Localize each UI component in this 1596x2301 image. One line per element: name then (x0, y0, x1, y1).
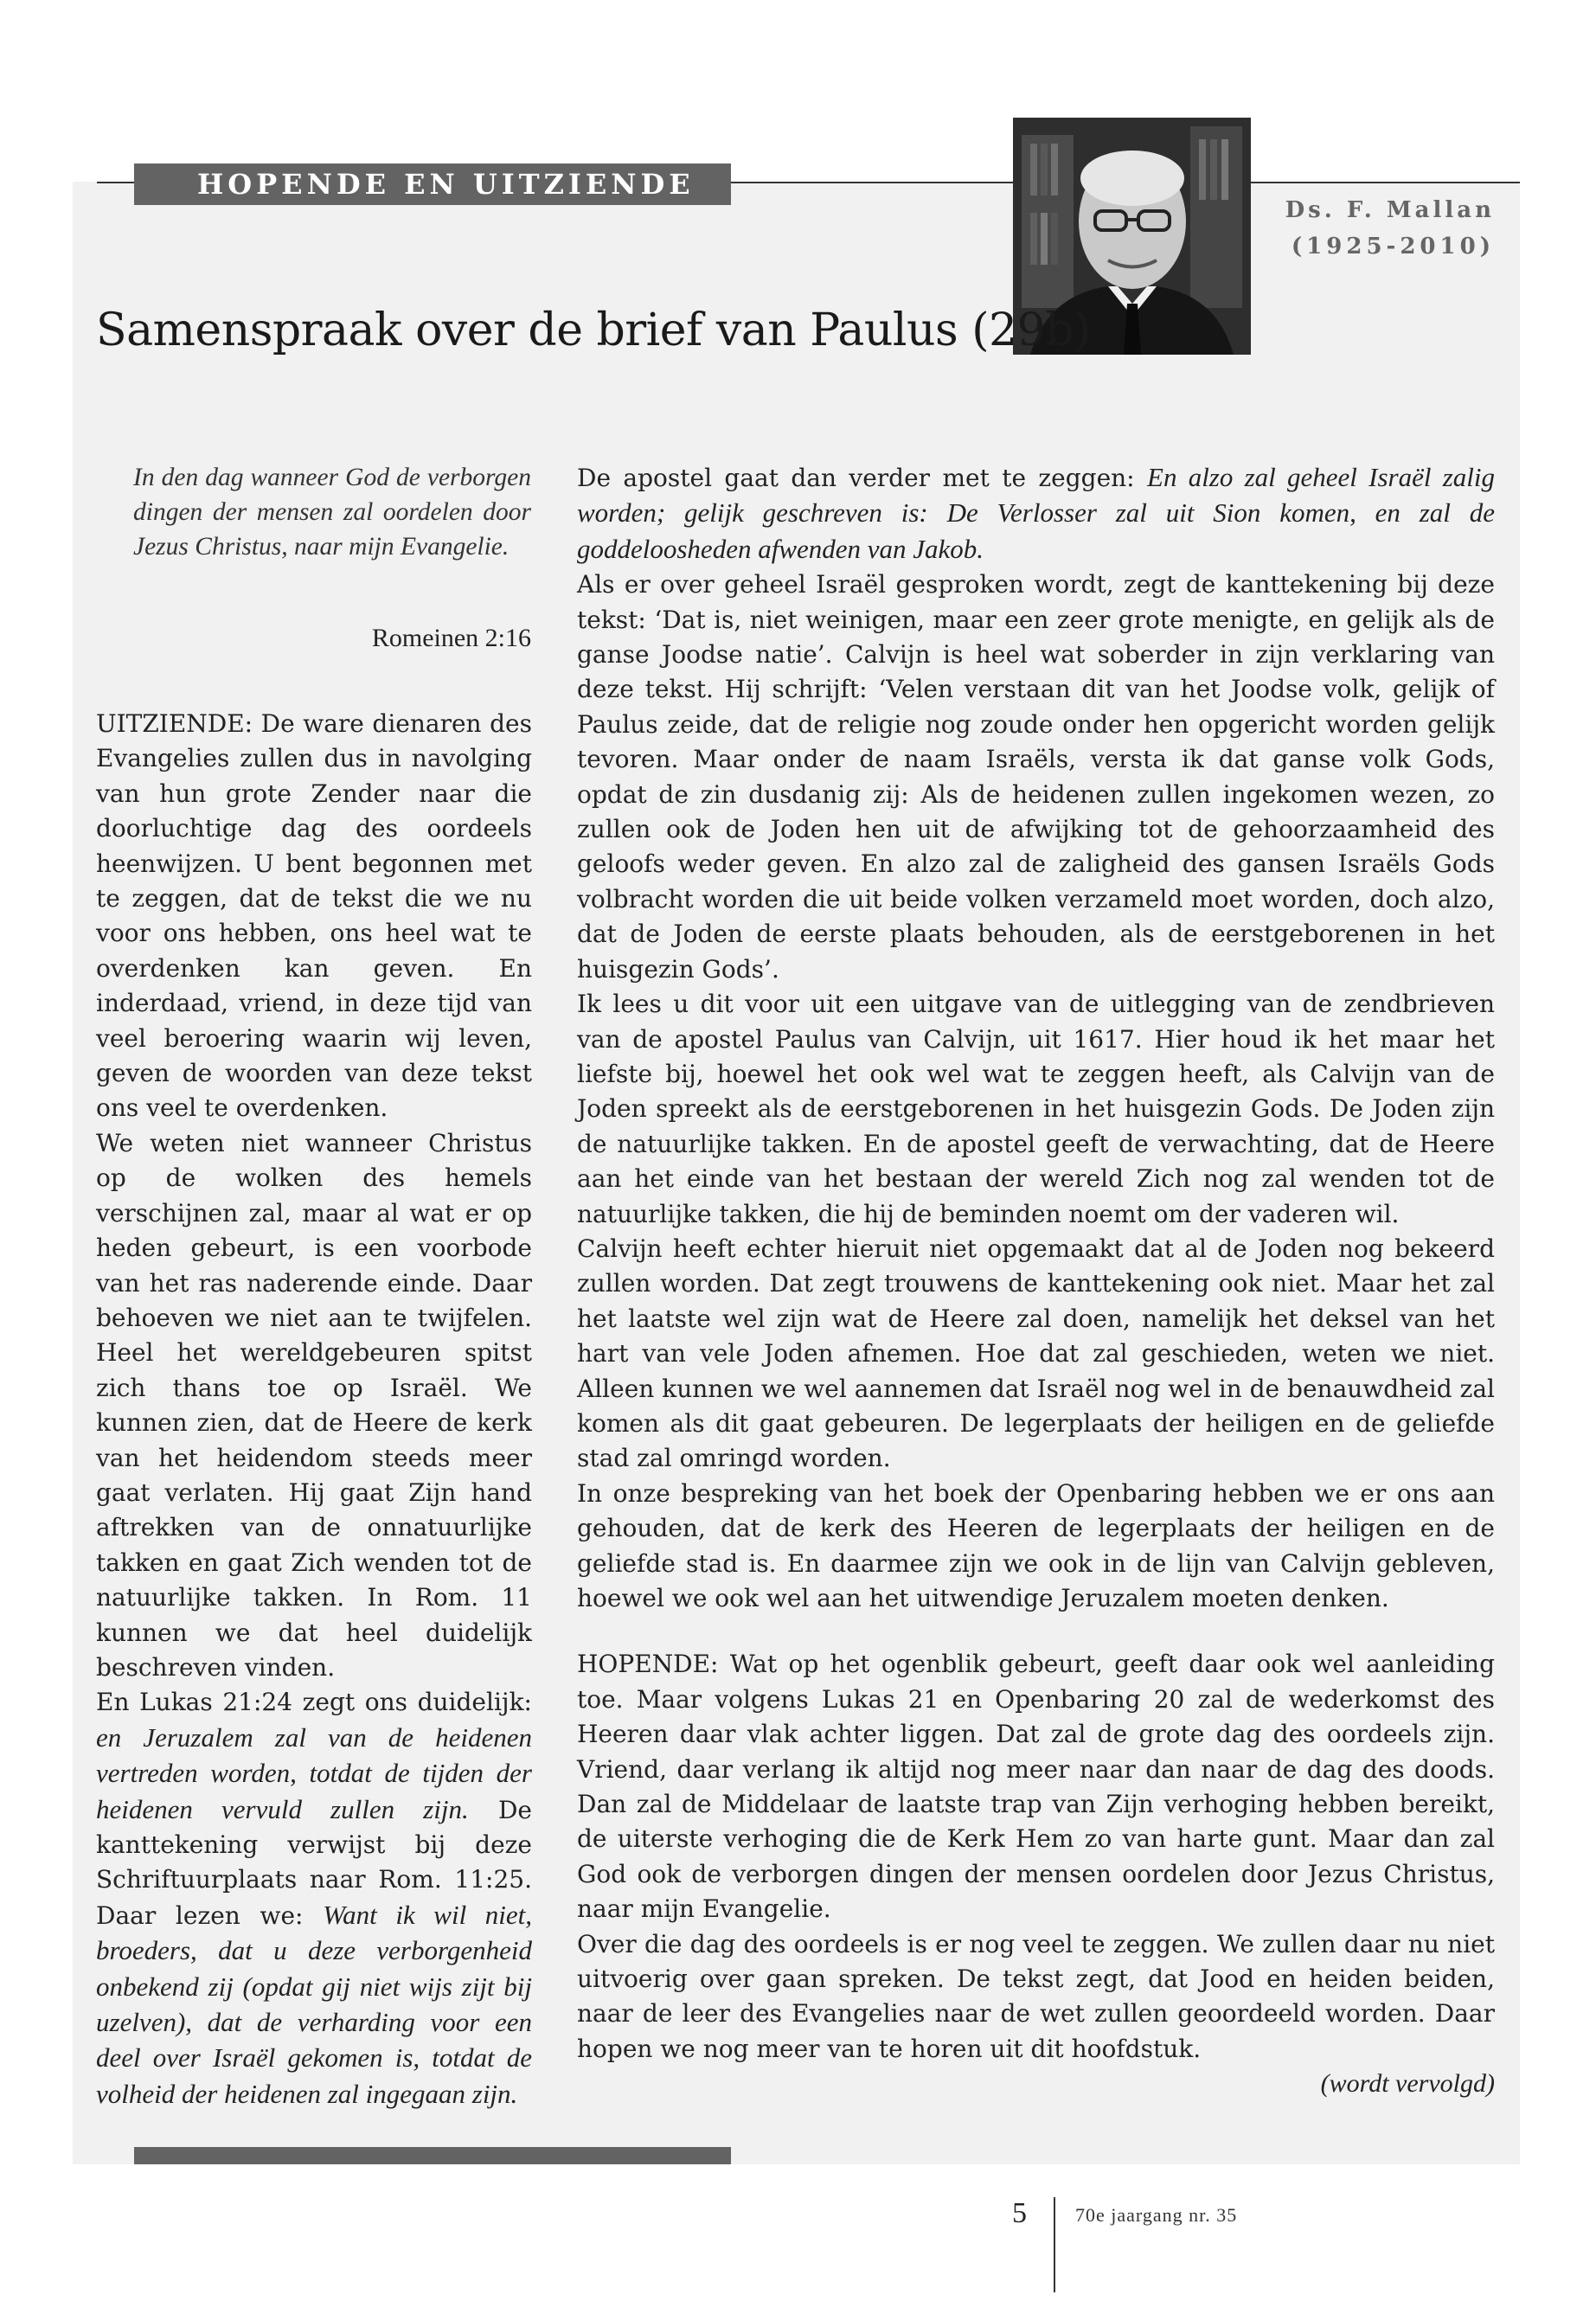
paragraph: Calvijn heeft echter hieruit niet opgemaakt dat al de Joden nog bekeerd zullen worden. Dat zegt trouwens de kanttekening ook niet. Maar het zal het laatste wel zijn wat de Heere zal doen, namelijk het deksel van het hart van vele Joden afnemen. Hoe dat zal geschieden, weten we niet. Alleen kunnen we wel aannemen dat Israël nog wel in de benauwdheid zal komen als dit gaat gebeuren. De legerplaats der heiligen en de geliefde stad zal omringd worden. (577, 1234, 1495, 1473)
paragraph (96, 1685, 532, 2112)
article-title: Samenspraak over de brief van Paulus (29b) (96, 304, 1091, 356)
paragraph (577, 460, 1495, 567)
motto-reference: Romeinen 2:16 (371, 624, 531, 652)
footer-divider (1054, 2197, 1055, 2292)
text-run: En Lukas 21:24 zegt ons duidelijk: (96, 1688, 532, 1717)
paragraph: HOPENDE: Wat op het ogenblik gebeurt, geeft daar ook wel aanleiding toe. Maar volgens Lukas 21 en Openbaring 20 zal de wederkomst des Heeren daar vlak achter liggen. Dat zal de grote dag des oordeels zijn. Vriend, daar verlang ik altijd nog meer naar dan naar de dag des doods. Dan zal de Middelaar de laatste trap van Zijn verhoging hebben bereikt, de uiterste verhoging die de Kerk Hem zo van harte gunt. Maar dan zal God ook de verborgen dingen der mensen oordelen door Jezus Christus, naar mijn Evangelie. (577, 1650, 1495, 1924)
paragraph: Over die dag des oordeels is er nog veel te zeggen. We zullen daar nu niet uitvoerig over gaan spreken. De tekst zegt, dat Jood en heiden beiden, naar de leer des Evangelies naar de wet zullen geoordeeld worden. Daar hopen we nog meer van te horen uit dit hoofdstuk. (577, 1929, 1495, 2063)
section-label: HOPENDE EN UITZIENDE (134, 163, 731, 205)
volume-info: 70e jaargang nr. 35 (1075, 2204, 1238, 2226)
quote: En alzo zal geheel Israël zalig worden; gelijk geschreven is: De Verlosser zal uit Sion komen, en zal de goddeloosheden afwenden van Jakob. (577, 462, 1495, 564)
paragraph: We weten niet wanneer Christus op de wolken des hemels verschijnen zal, maar al wat er op heden gebeurt, is een voorbode van het ras naderende einde. Daar behoeven we niet aan te twijfelen. Heel het wereldgebeuren spitst zich thans toe op Israël. We kunnen zien, dat de Heere de kerk van het heidendom steeds meer gaat verlaten. Hij gaat Zijn hand aftrekken van de onnatuurlijke takken en gaat Zich wenden tot de natuurlijke takken. In Rom. 11 kunnen we dat heel duidelijk beschreven vinden. (96, 1128, 532, 1682)
author-info (1285, 192, 1495, 265)
right-column (577, 460, 1495, 2102)
text-run: De apostel gaat dan verder met te zeggen: (577, 464, 1148, 492)
left-column (96, 707, 532, 2112)
motto-quote: In den dag wanneer God de verborgen dingen der mensen zal oordelen door Jezus Christus, naar mijn Evangelie. (133, 464, 531, 561)
text-run: De kanttekening verwijst bij deze Schriftuurplaats naar Rom. 11:25. Daar lezen we: (96, 1795, 533, 1930)
paragraph: UITZIENDE: De ware dienaren des Evangelies zullen dus in navolging van hun grote Zender naar die doorluchtige dag des oordeels heenwijzen. U bent begonnen met te zeggen, dat de tekst die we nu voor ons hebben, ons heel wat te overdenken kan geven. En inderdaad, vriend, in deze tijd van veel beroering waarin wij leven, geven de woorden van deze tekst ons veel te overdenken. (96, 709, 532, 1123)
quote: Want ik wil niet, broeders, dat u deze verborgenheid onbekend zij (opdat gij niet wijs zijt bij uzelven), dat de verharding voor een deel over Israël gekomen is, totdat de volheid der heidenen zal ingegaan zijn. (96, 1899, 532, 2109)
paragraph: Als er over geheel Israël gesproken wordt, zegt de kanttekening bij deze tekst: ‘Dat is, niet weinigen, maar een zeer grote menigte, en gelijk als de ganse Joodse natie’. Calvijn is heel wat soberder in zijn verklaring van deze tekst. Hij schrijft: ‘Velen verstaan dit van het Joodse volk, gelijk of Paulus zeide, dat de religie nog zoude onder hen opgericht worden gelijk tevoren. Maar onder de naam Israëls, versta ik dat ganse volk Gods, opdat de zin dusdanig zij: Als de heidenen zullen ingekomen wezen, zo zullen ook de Joden hen uit de afwijking tot de gehoorzaamheid des geloofs weder geven. En alzo zal de zaligheid des gansen Israëls Gods volbracht worden die uit beide volken verzameld moet worden, doch alzo, dat de Joden de eerste plaats behouden, als de eerstgeborenen in het huisgezin Gods’. (577, 570, 1495, 984)
paragraph: In onze bespreking van het boek der Openbaring hebben we er ons aan gehouden, dat de kerk des Heeren de legerplaats der heiligen en de geliefde stad is. En daarmee zijn we ook in de lijn van Calvijn gebleven, hoewel we ook wel aan het uitwendige Jeruzalem moeten denken. (577, 1478, 1495, 1612)
page-number: 5 (1012, 2197, 1027, 2229)
spacer (577, 1616, 1495, 1647)
quote: en Jeruzalem zal van de heidenen vertreden worden, totdat de tijden der heidenen vervuld zullen zijn. (96, 1721, 532, 1824)
author-years: (1925-2010) (1291, 234, 1495, 260)
continued-note: (wordt vervolgd) (1320, 2069, 1495, 2099)
author-name: Ds. F. Mallan (1285, 197, 1495, 223)
paragraph: Ik lees u dit voor uit een uitgave van de uitlegging van de zendbrieven van de apostel Paulus van Calvijn, uit 1617. Hier houd ik het maar het liefste bij, hoewel het ook wel wat te zeggen heeft, als Calvijn van de Joden spreekt als de eerstgeborenen in het huisgezin Gods. De Joden zijn de natuurlijke takken. En de apostel geeft de verwachting, dat de Heere aan het einde van het bestaan der wereld Zich nog zal wenden tot de natuurlijke takken, die hij de beminden noemt om der vaderen wil. (577, 990, 1495, 1228)
footer-bar (134, 2147, 731, 2164)
